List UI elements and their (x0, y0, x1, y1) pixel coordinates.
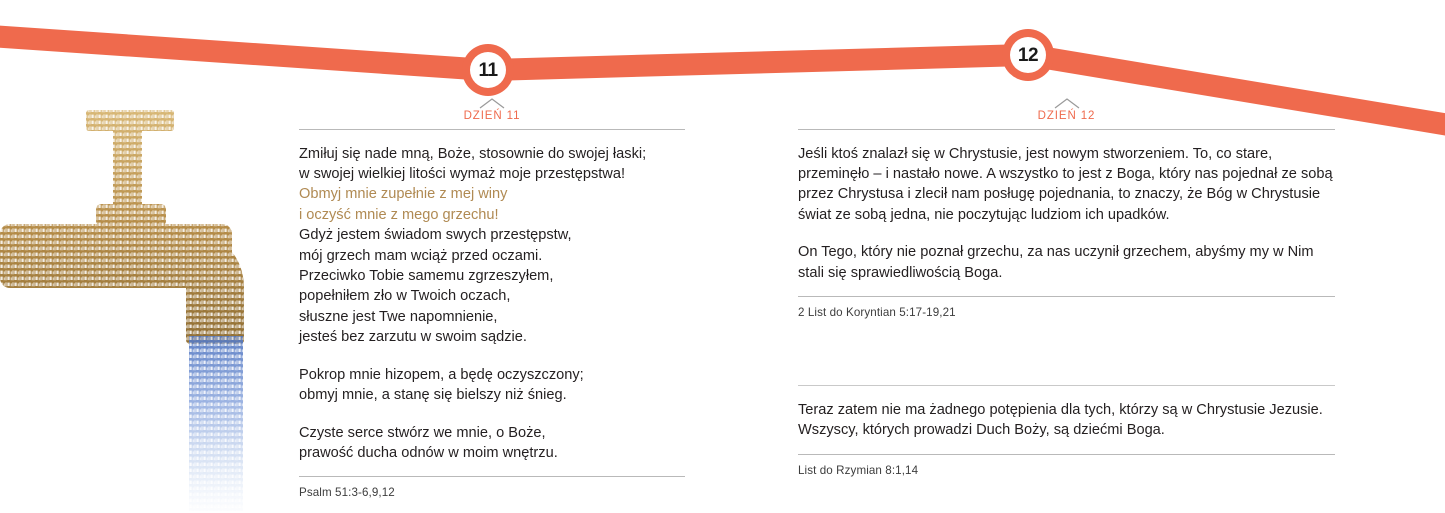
timeline-node-inner (470, 52, 506, 88)
verse-line: Zmiłuj się nade mną, Boże, stosownie do swojej łaski; (299, 145, 647, 162)
verse-line: Gdyż jestem świadom swych przestępstw, (299, 227, 572, 244)
day-label: DZIEŃ 11 (463, 110, 521, 122)
scripture-citation: Psalm 51:3-6,9,12 (299, 486, 395, 500)
chevron-up-icon (479, 98, 505, 109)
verse-line-accent: i oczyść mnie z mego grzechu! (299, 206, 499, 223)
timeline-node-day-11[interactable] (462, 44, 514, 96)
verse-line: Przeciwko Tobie samemu zgrzeszyłem, (299, 268, 554, 285)
section-divider-bottom (299, 476, 685, 477)
verse-line: jesteś bez zarzutu w swoim sądzie. (299, 329, 527, 346)
verse-line: Czyste serce stwórz we mnie, o Boże, (299, 424, 546, 441)
typographic-faucet-illustration (0, 108, 285, 513)
water-stream (0, 328, 285, 513)
scripture-citation: List do Rzymian 8:1,14 (798, 463, 919, 477)
timeline-node-inner (1010, 37, 1046, 73)
verse-line: popełniłem zło w Twoich oczach, (299, 288, 511, 305)
day-marker-11 (299, 98, 685, 123)
passage-paragraph: Teraz zatem nie ma żadnego potępienia dla tych, którzy są w Chrystusie Jezusie. Wszyscy, których prowadzi Duch Boży, są dziećmi Boga. (798, 402, 1323, 439)
scripture-citation: 2 List do Koryntian 5:17-19,21 (798, 306, 956, 320)
verse-line: mój grzech mam wciąż przed oczami. (299, 247, 543, 264)
section-divider-top (798, 129, 1335, 130)
section-divider-bottom (798, 296, 1335, 297)
passage-paragraph: On Tego, który nie poznał grzechu, za nas uczynił grzechem, abyśmy my w Nim stali się sprawiedliwością Boga. (798, 244, 1314, 281)
verse-line: w swojej wielkiej litości wymaż moje przestępstwa! (299, 166, 626, 183)
timeline-node-number: 12 (1017, 44, 1039, 66)
verse-line-accent: Obmyj mnie zupełnie z mej winy (299, 186, 508, 203)
chevron-up-icon (1054, 98, 1080, 109)
verse-line: prawość ducha odnów w moim wnętrzu. (299, 444, 558, 461)
passage-paragraph: Jeśli ktoś znalazł się w Chrystusie, jest nowym stworzeniem. To, co stare, przeminęło – i nastało nowe. A wszystko to jest z Boga, który nas pojednał ze sobą przez Chrystusa i zlecił nam posługę pojednania, to znaczy, że Bóg w Chrystusie świat ze sobą jedna, nie poczytując ludziom ich upadków. (798, 145, 1333, 223)
verse-line: słuszne jest Twe napomnienie, (299, 308, 498, 325)
timeline-node-number: 11 (478, 59, 498, 81)
section-divider-bottom (798, 454, 1335, 455)
psalm-passage (299, 144, 685, 464)
column-day-12 (798, 98, 1335, 477)
day-label: DZIEŃ 12 (1037, 110, 1096, 122)
section-divider-top (798, 385, 1335, 386)
section-spacer (798, 319, 1335, 379)
stanza-gap (299, 406, 685, 423)
verse-line: obmyj mnie, a stanę się bielszy niż śnieg. (299, 387, 567, 404)
verse-line: Pokrop mnie hizopem, a będę oczyszczony; (299, 366, 584, 383)
corinthians-passage (798, 144, 1335, 283)
column-day-11 (299, 98, 685, 499)
romans-passage (798, 400, 1335, 441)
stanza-gap (299, 348, 685, 365)
day-marker-12 (798, 98, 1335, 123)
section-divider-top (299, 129, 685, 130)
timeline-node-day-12[interactable] (1002, 29, 1054, 81)
